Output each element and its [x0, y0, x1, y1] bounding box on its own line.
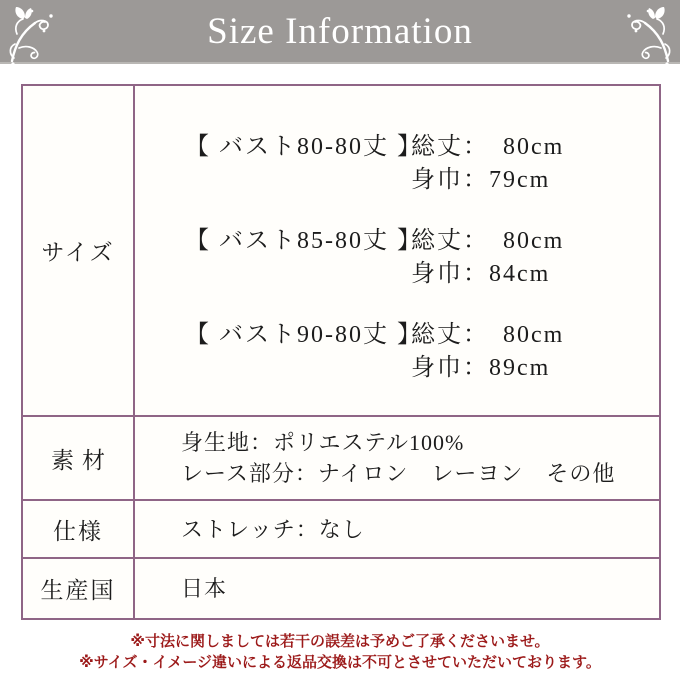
spec-cell: [135, 501, 659, 557]
corner-flourish-icon: [612, 3, 676, 67]
material-line-lace: レース部分：ナイロン レーヨン その他: [181, 461, 616, 486]
size-measurements: [411, 225, 564, 291]
size-entry: [185, 225, 659, 291]
footnote-no-returns: ※サイズ・イメージ違いによる返品交換は不可とさせていただいております。: [79, 654, 601, 671]
header-band: [0, 0, 680, 64]
total-length-value: 総丈： 80cm: [411, 134, 565, 160]
size-info-table: [21, 84, 661, 620]
row-header-country: 生産国: [23, 559, 135, 618]
row-header-material: 素材: [23, 417, 135, 499]
row-header-size: サイズ: [23, 86, 135, 415]
size-bracket-label: 【 バスト85-80丈 】: [185, 228, 423, 254]
table-row-size: [23, 86, 659, 417]
size-cell: [135, 86, 659, 415]
size-bracket-label: 【 バスト80-80丈 】: [185, 134, 423, 160]
size-measurements: [411, 319, 564, 385]
table-row-spec: [23, 501, 659, 559]
size-entry: [185, 131, 659, 197]
stretch-value: ストレッチ：なし: [181, 516, 365, 542]
size-measurements: [411, 131, 564, 197]
material-cell: [135, 417, 659, 499]
body-width-value: 身巾：89cm: [411, 355, 551, 381]
row-header-spec: 仕様: [23, 501, 135, 557]
body-width-value: 身巾：79cm: [411, 167, 551, 193]
corner-flourish-icon: [4, 3, 68, 67]
footnote-tolerance: ※寸法に関しましては若干の誤差は予めご了承くださいませ。: [130, 633, 550, 650]
table-row-country: [23, 559, 659, 618]
country-cell: [135, 559, 659, 618]
body-width-value: 身巾：84cm: [411, 261, 551, 287]
table-row-material: [23, 417, 659, 501]
total-length-value: 総丈： 80cm: [411, 228, 565, 254]
size-entry: [185, 319, 659, 385]
page-title: Size Information: [207, 10, 473, 52]
footnotes: [0, 631, 680, 673]
country-value: 日本: [181, 576, 228, 601]
material-line-fabric: 身生地：ポリエステル100%: [181, 430, 465, 455]
total-length-value: 総丈： 80cm: [411, 322, 565, 348]
size-bracket-label: 【 バスト90-80丈 】: [185, 322, 423, 348]
